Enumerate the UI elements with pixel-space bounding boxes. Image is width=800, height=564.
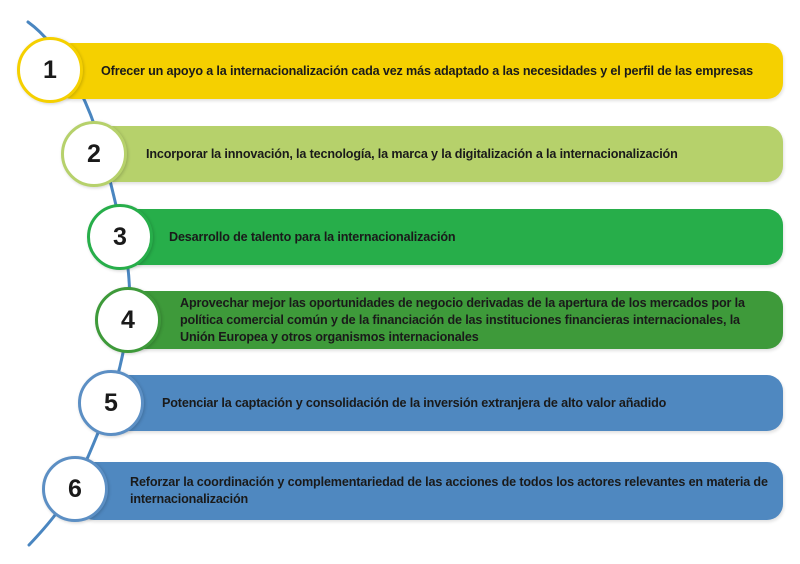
step-number: 6 xyxy=(68,474,82,503)
step-text: Aprovechar mejor las oportunidades de negocio derivadas de la apertura de los mercados por la política comercial común y de la financiación de las instituciones financieras internacionales, la Unión Europea y otros organismos internacionales xyxy=(180,295,745,344)
step-number: 3 xyxy=(113,222,127,251)
step-number: 4 xyxy=(121,305,135,334)
step-number-circle xyxy=(87,204,153,270)
step-number-circle xyxy=(95,287,161,353)
step-bar xyxy=(112,375,783,431)
step-text: Ofrecer un apoyo a la internacionalización cada vez más adaptado a las necesidades y el perfil de las empresas xyxy=(101,63,753,78)
step-number: 5 xyxy=(104,388,118,417)
step-bar xyxy=(97,126,783,182)
step-text: Incorporar la innovación, la tecnología, la marca y la digitalización a la internacionalización xyxy=(146,146,678,161)
step-number: 1 xyxy=(43,55,57,84)
step-number-circle xyxy=(78,370,144,436)
step-number: 2 xyxy=(87,139,101,168)
step-text: Desarrollo de talento para la internacionalización xyxy=(169,229,456,244)
step-bar xyxy=(78,462,783,520)
step-text: Reforzar la coordinación y complementariedad de las acciones de todos los actores relevantes en materia de internacionalización xyxy=(130,475,768,506)
step-bar xyxy=(128,291,783,349)
step-number-circle xyxy=(61,121,127,187)
step-number-circle xyxy=(42,456,108,522)
step-bar xyxy=(56,43,783,99)
step-text: Potenciar la captación y consolidación de la inversión extranjera de alto valor añadido xyxy=(162,395,667,410)
step-number-circle xyxy=(17,37,83,103)
step-bar xyxy=(122,209,783,265)
